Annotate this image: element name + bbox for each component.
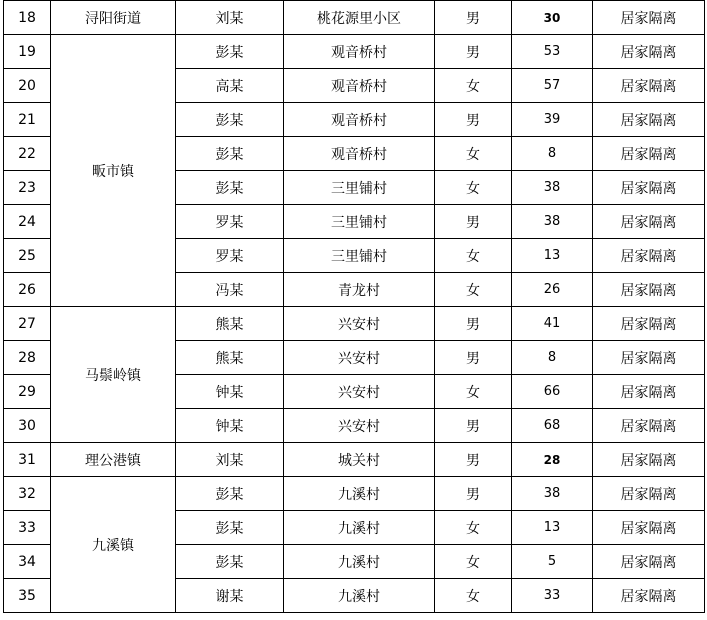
age-cell: 53 (512, 35, 593, 69)
name-cell: 钟某 (176, 409, 284, 443)
name-cell: 彭某 (176, 545, 284, 579)
status-cell: 居家隔离 (593, 511, 705, 545)
sex-cell: 男 (435, 205, 512, 239)
age-cell: 39 (512, 103, 593, 137)
case-table (3, 0, 705, 613)
row-number: 28 (4, 341, 51, 375)
row-number: 20 (4, 69, 51, 103)
name-cell: 彭某 (176, 477, 284, 511)
age-cell: 66 (512, 375, 593, 409)
row-number: 24 (4, 205, 51, 239)
status-cell: 居家隔离 (593, 69, 705, 103)
age-cell: 8 (512, 137, 593, 171)
area-cell: 畈市镇 (51, 35, 176, 307)
age-cell: 8 (512, 341, 593, 375)
place-cell: 兴安村 (284, 341, 435, 375)
row-number: 31 (4, 443, 51, 477)
area-cell: 九溪镇 (51, 477, 176, 613)
sex-cell: 男 (435, 103, 512, 137)
age-cell: 57 (512, 69, 593, 103)
row-number: 19 (4, 35, 51, 69)
sex-cell: 男 (435, 443, 512, 477)
table-row (4, 1, 705, 35)
place-cell: 九溪村 (284, 579, 435, 613)
name-cell: 彭某 (176, 511, 284, 545)
sex-cell: 男 (435, 35, 512, 69)
row-number: 35 (4, 579, 51, 613)
status-cell: 居家隔离 (593, 545, 705, 579)
place-cell: 三里铺村 (284, 205, 435, 239)
row-number: 22 (4, 137, 51, 171)
age-cell: 38 (512, 171, 593, 205)
place-cell: 城关村 (284, 443, 435, 477)
name-cell: 彭某 (176, 137, 284, 171)
place-cell: 兴安村 (284, 307, 435, 341)
name-cell: 彭某 (176, 103, 284, 137)
status-cell: 居家隔离 (593, 375, 705, 409)
place-cell: 三里铺村 (284, 171, 435, 205)
name-cell: 彭某 (176, 35, 284, 69)
table-row (4, 35, 705, 69)
sex-cell: 女 (435, 545, 512, 579)
name-cell: 罗某 (176, 239, 284, 273)
age-cell: 38 (512, 205, 593, 239)
row-number: 18 (4, 1, 51, 35)
row-number: 34 (4, 545, 51, 579)
name-cell: 熊某 (176, 307, 284, 341)
status-cell: 居家隔离 (593, 137, 705, 171)
sex-cell: 男 (435, 477, 512, 511)
sex-cell: 女 (435, 239, 512, 273)
place-cell: 青龙村 (284, 273, 435, 307)
name-cell: 钟某 (176, 375, 284, 409)
sex-cell: 女 (435, 375, 512, 409)
sex-cell: 男 (435, 341, 512, 375)
name-cell: 谢某 (176, 579, 284, 613)
status-cell: 居家隔离 (593, 409, 705, 443)
area-cell: 马鬃岭镇 (51, 307, 176, 443)
name-cell: 刘某 (176, 443, 284, 477)
age-cell: 13 (512, 511, 593, 545)
status-cell: 居家隔离 (593, 171, 705, 205)
name-cell: 刘某 (176, 1, 284, 35)
place-cell: 兴安村 (284, 375, 435, 409)
place-cell: 三里铺村 (284, 239, 435, 273)
area-cell: 浔阳街道 (51, 1, 176, 35)
place-cell: 观音桥村 (284, 103, 435, 137)
name-cell: 熊某 (176, 341, 284, 375)
row-number: 27 (4, 307, 51, 341)
status-cell: 居家隔离 (593, 239, 705, 273)
sex-cell: 男 (435, 307, 512, 341)
place-cell: 九溪村 (284, 477, 435, 511)
row-number: 29 (4, 375, 51, 409)
row-number: 30 (4, 409, 51, 443)
sex-cell: 女 (435, 273, 512, 307)
age-cell: 30 (512, 1, 593, 35)
table-row (4, 443, 705, 477)
place-cell: 观音桥村 (284, 137, 435, 171)
status-cell: 居家隔离 (593, 205, 705, 239)
row-number: 26 (4, 273, 51, 307)
status-cell: 居家隔离 (593, 35, 705, 69)
place-cell: 观音桥村 (284, 69, 435, 103)
age-cell: 33 (512, 579, 593, 613)
sex-cell: 男 (435, 1, 512, 35)
age-cell: 28 (512, 443, 593, 477)
sex-cell: 女 (435, 511, 512, 545)
table-row (4, 477, 705, 511)
row-number: 23 (4, 171, 51, 205)
age-cell: 13 (512, 239, 593, 273)
place-cell: 九溪村 (284, 511, 435, 545)
status-cell: 居家隔离 (593, 273, 705, 307)
status-cell: 居家隔离 (593, 307, 705, 341)
sex-cell: 男 (435, 409, 512, 443)
place-cell: 桃花源里小区 (284, 1, 435, 35)
row-number: 32 (4, 477, 51, 511)
status-cell: 居家隔离 (593, 477, 705, 511)
name-cell: 冯某 (176, 273, 284, 307)
row-number: 33 (4, 511, 51, 545)
sex-cell: 女 (435, 171, 512, 205)
sex-cell: 女 (435, 579, 512, 613)
name-cell: 彭某 (176, 171, 284, 205)
age-cell: 38 (512, 477, 593, 511)
place-cell: 兴安村 (284, 409, 435, 443)
status-cell: 居家隔离 (593, 579, 705, 613)
area-cell: 理公港镇 (51, 443, 176, 477)
name-cell: 高某 (176, 69, 284, 103)
place-cell: 观音桥村 (284, 35, 435, 69)
age-cell: 68 (512, 409, 593, 443)
sex-cell: 女 (435, 69, 512, 103)
row-number: 21 (4, 103, 51, 137)
status-cell: 居家隔离 (593, 103, 705, 137)
sex-cell: 女 (435, 137, 512, 171)
table-row (4, 307, 705, 341)
age-cell: 26 (512, 273, 593, 307)
name-cell: 罗某 (176, 205, 284, 239)
status-cell: 居家隔离 (593, 1, 705, 35)
age-cell: 5 (512, 545, 593, 579)
age-cell: 41 (512, 307, 593, 341)
status-cell: 居家隔离 (593, 341, 705, 375)
place-cell: 九溪村 (284, 545, 435, 579)
row-number: 25 (4, 239, 51, 273)
status-cell: 居家隔离 (593, 443, 705, 477)
